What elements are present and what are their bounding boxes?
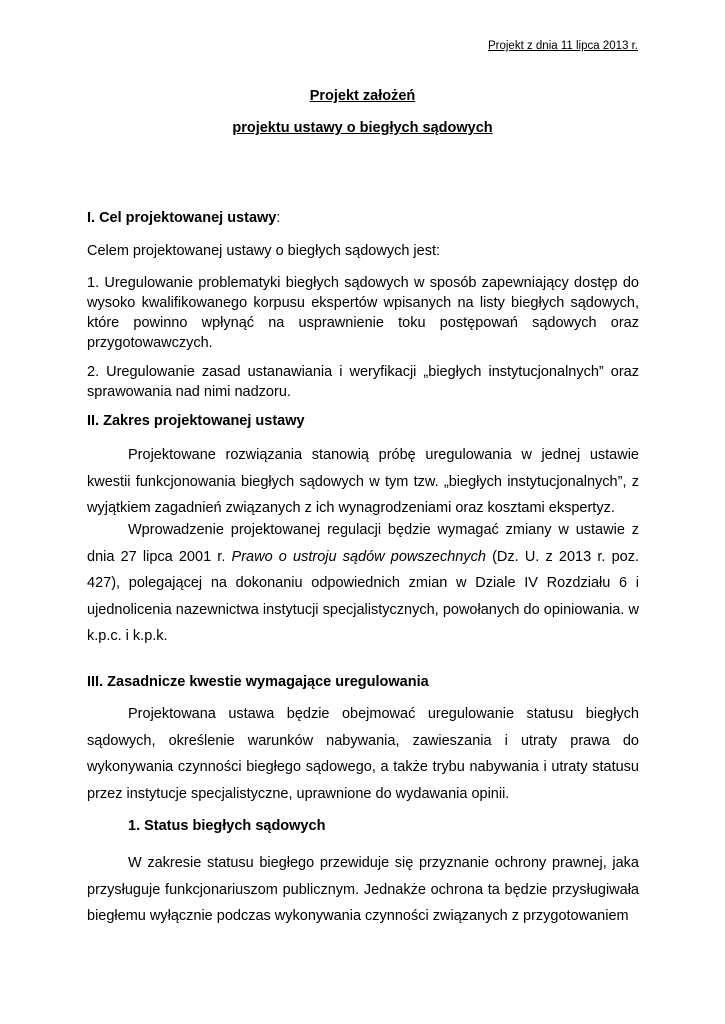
section-1-intro: Celem projektowanej ustawy o biegłych sądowych jest: [87, 243, 441, 259]
section-2-paragraph-1: Projektowane rozwiązania stanowią próbę uregulowania w jednej ustawie kwestii funkcjonowania biegłych sądowych w tym tzw. „biegłych instytucjonalnych”, z wyjątkiem zagadnień związanych z ich wynagrodzeniami oraz kosztami ekspertyz. [87, 447, 639, 516]
section-1-heading [87, 210, 280, 226]
section-2-heading: II. Zakres projektowanej ustawy [87, 413, 305, 429]
statute-title: Prawo o ustroju sądów powszechnych [231, 548, 486, 565]
section-1-point-1: 1. Uregulowanie problematyki biegłych sądowych w sposób zapewniający dostęp do wysoko kwalifikowanego korpusu ekspertów wpisanych na listy biegłych sądowych, które powinno wpłynąć na usprawnienie toku postępowań sądowych oraz przygotowawczych. [87, 275, 639, 351]
section-1-heading-text: I. Cel projektowanej ustawy [87, 210, 277, 226]
section-3-heading: III. Zasadnicze kwestie wymagające uregulowania [87, 674, 429, 690]
subsection-1-paragraph: W zakresie statusu biegłego przewiduje się przyznanie ochrony prawnej, jaka przysługuje funkcjonariuszom publicznym. Jednakże ochrona ta będzie przysługiwała biegłemu wyłącznie podczas wykonywania czynności związanych z przygotowaniem [87, 855, 639, 924]
section-1-point-2: 2. Uregulowanie zasad ustanawiania i weryfikacji „biegłych instytucjonalnych” oraz sprawowania nad nimi nadzoru. [87, 364, 639, 400]
section-3-paragraph-1: Projektowana ustawa będzie obejmować uregulowanie statusu biegłych sądowych, określenie warunków nabywania, zawieszania i utraty prawa do wykonywania czynności biegłego sądowego, a także trybu nabywania i utraty statusu przez instytucje specjalistyczne, uprawnione do wydawania opinii. [87, 706, 639, 802]
section-2-paragraph-2 [87, 517, 639, 650]
section-1-heading-colon: : [276, 210, 281, 226]
document-subtitle: projektu ustawy o biegłych sądowych [232, 120, 493, 136]
draft-date-note: Projekt z dnia 11 lipca 2013 r. [487, 40, 638, 52]
document-title: Projekt założeń [309, 88, 416, 104]
section-2-paragraph-2-start: Wprowadzenie projektowanej regulacji będzie wymagać zmiany w ustawie z dnia 27 lipca 2001 r. [87, 522, 639, 565]
section-2-paragraph-2-end: (Dz. U. z 2013 r. poz. 427), polegającej na dokonaniu odpowiednich zmian w Dziale IV Rozdziału 6 i ujednolicenia nazewnictwa instytucji specjalistycznych, powołanych do opiniowania. w k.p.c. i k.p.k. [87, 548, 639, 644]
subsection-1-heading: 1. Status biegłych sądowych [128, 818, 326, 834]
